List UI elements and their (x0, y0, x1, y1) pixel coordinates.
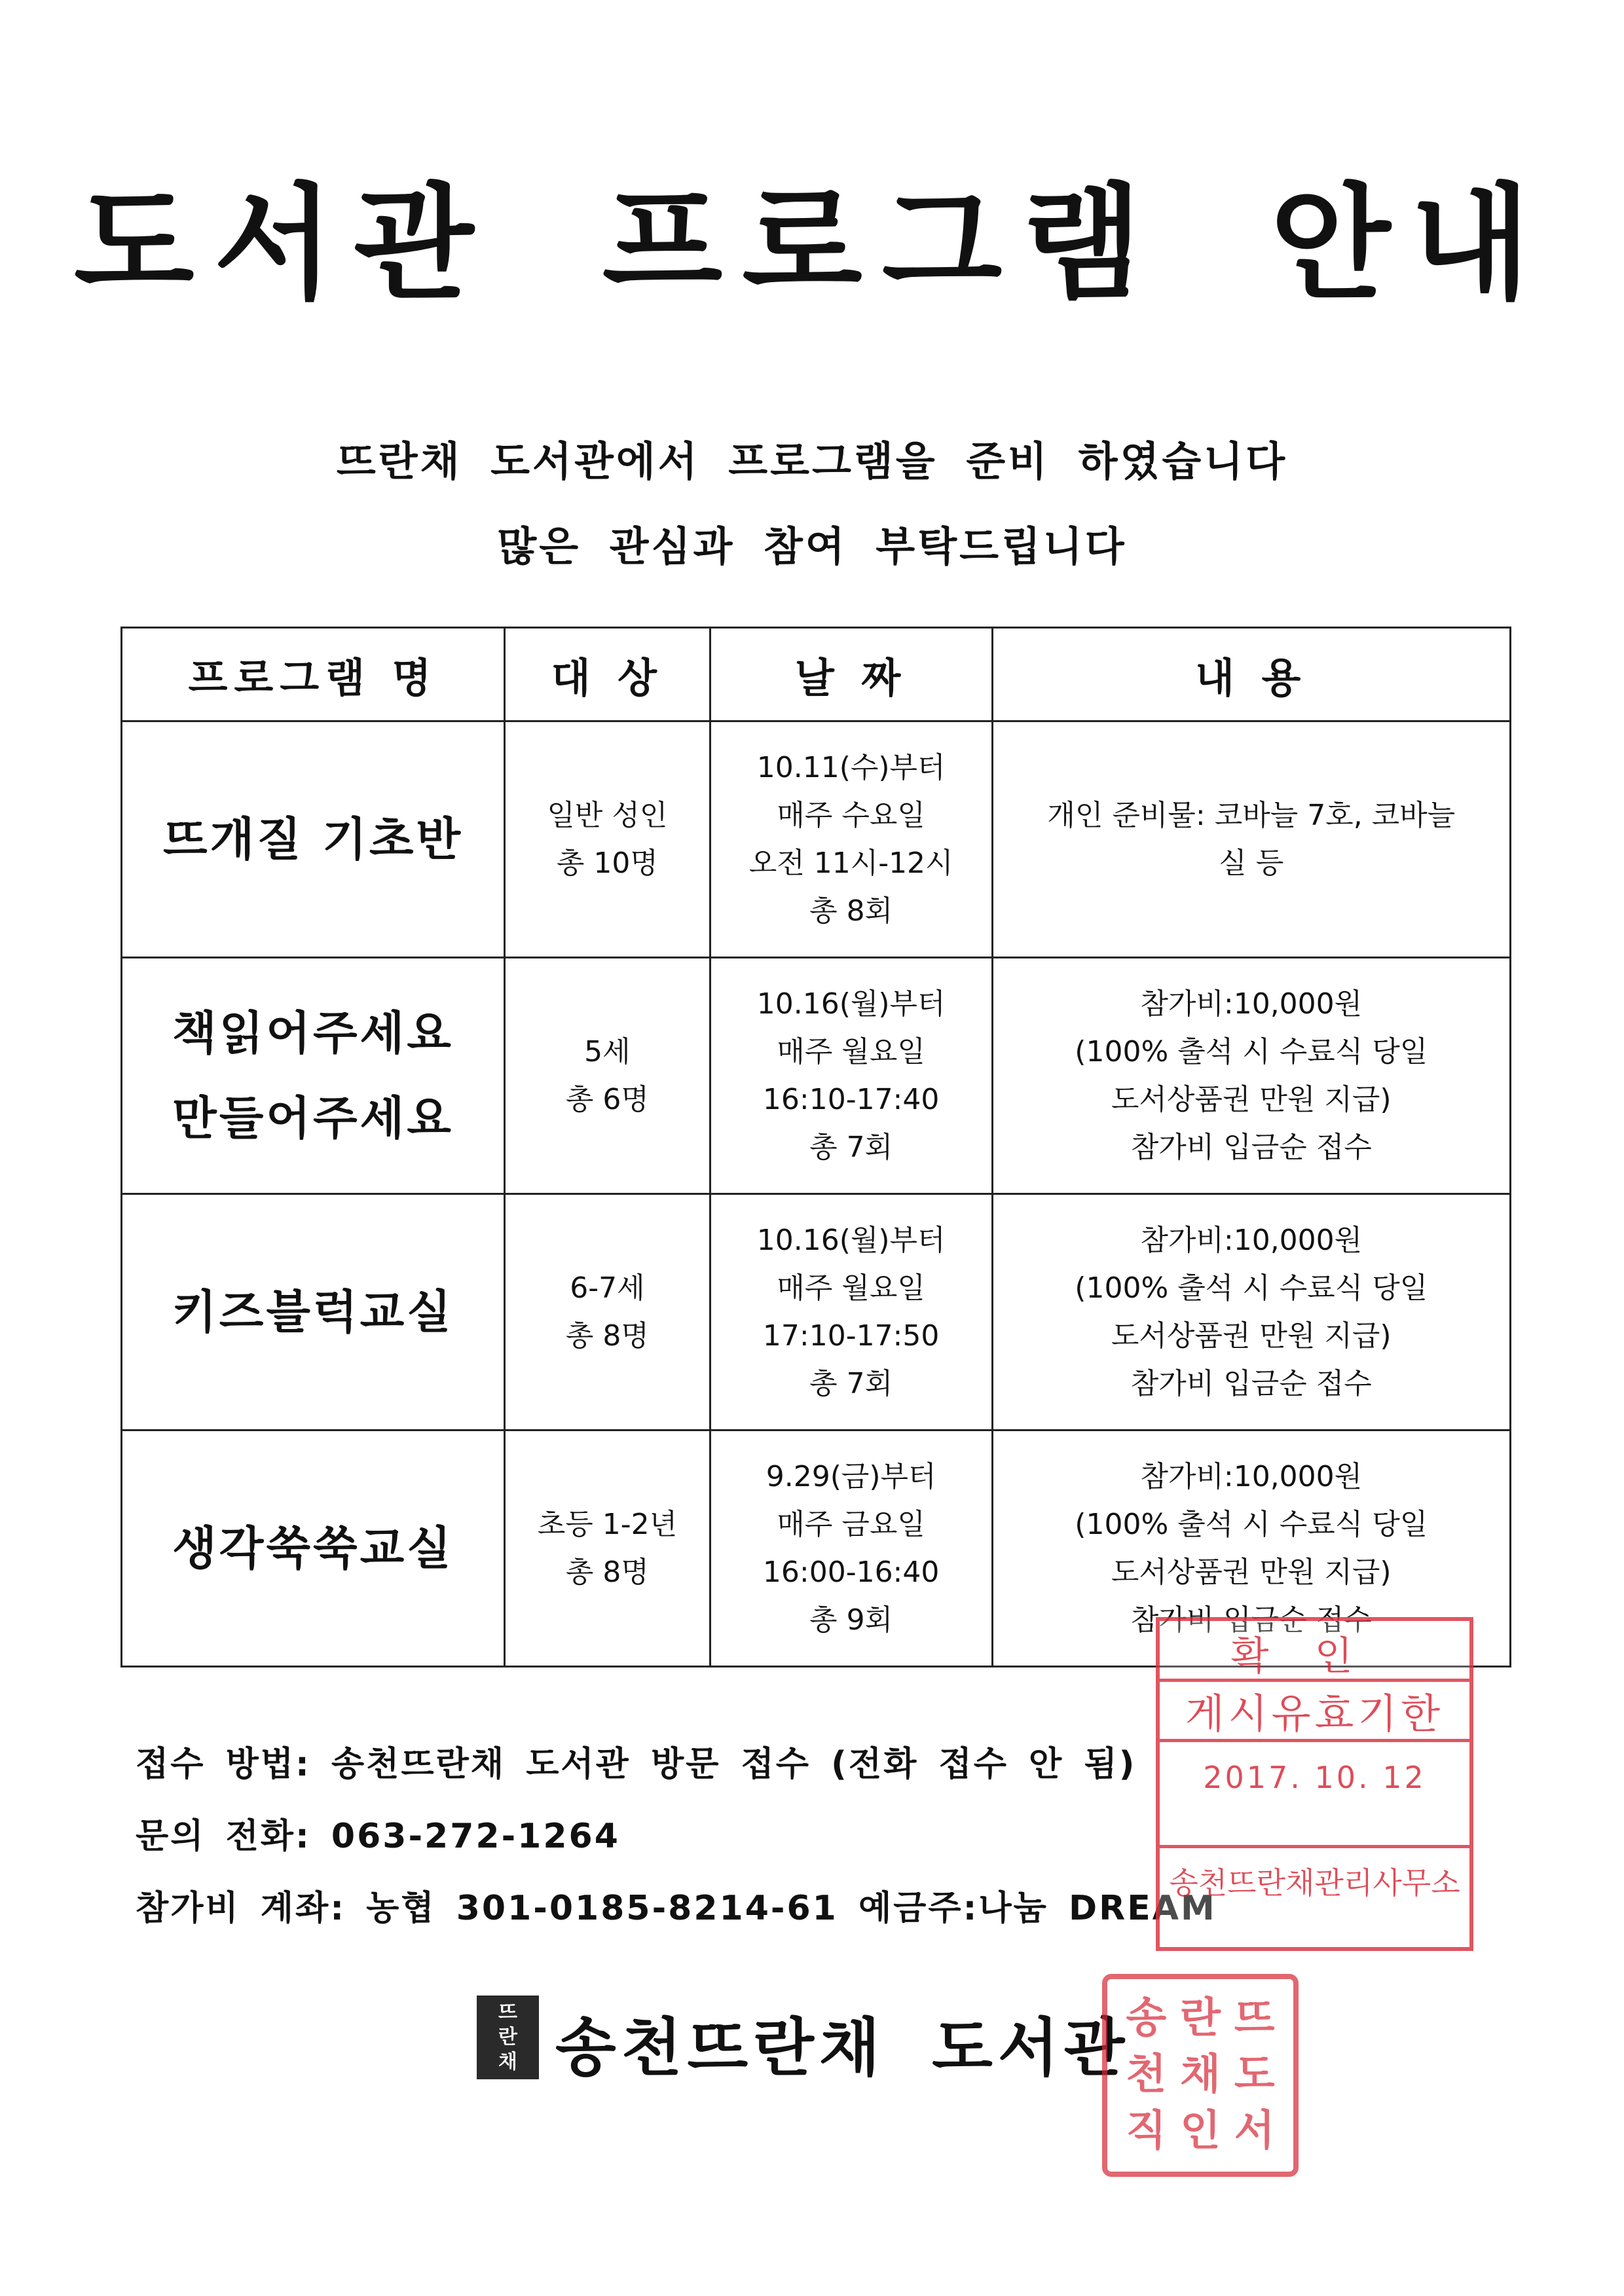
registration-method: 접수 방법: 송천뜨란채 도서관 방문 접수 (전화 접수 안 됨) (136, 1745, 1137, 1784)
program-name: 책읽어주세요 (172, 1006, 454, 1060)
date-line: 16:10-17:40 (762, 1083, 940, 1116)
program-name: 생각쑥쑥교실 (172, 1522, 454, 1575)
date-line: 매주 수요일 (777, 799, 925, 832)
content-line: (100% 출석 시 수료식 당일 (1075, 1035, 1428, 1068)
target-cell (505, 721, 710, 958)
page-title: 도서관 프로그램 안내 (73, 172, 1551, 316)
stamp-divider (1160, 1845, 1469, 1848)
header-program-name: 프로그램 명 (122, 628, 505, 721)
date-cell (710, 721, 992, 958)
seal-char: 인 (1180, 2106, 1221, 2155)
subtitle-line-1: 뜨란채 도서관에서 프로그램을 준비 하였습니다 (336, 437, 1288, 485)
table-row (122, 1194, 1511, 1430)
seal-char: 도 (1234, 2050, 1275, 2099)
date-line: 10.16(월)부터 (756, 1224, 946, 1257)
content-cell (992, 958, 1510, 1194)
program-name-cell (122, 1430, 505, 1667)
content-line: (100% 출석 시 수료식 당일 (1075, 1508, 1428, 1541)
seal-char: 뜨 (1234, 1994, 1275, 2043)
target-line: 총 8명 (565, 1319, 649, 1353)
date-line: 17:10-17:50 (762, 1319, 940, 1353)
target-line: 총 8명 (565, 1556, 649, 1589)
target-line: 6-7세 (570, 1271, 645, 1305)
content-line: 참가비 입금순 접수 (1130, 1367, 1372, 1400)
logo-mark-char: 란 (498, 2026, 517, 2049)
payment-account: 참가비 계좌: 농협 301-0185-8214-61 예금주:나눔 DREAM (136, 1889, 1217, 1928)
program-name: 뜨개질 기초반 (162, 812, 464, 866)
official-seal (1102, 1974, 1299, 2177)
content-cell (992, 721, 1510, 958)
content-line: 실 등 (1219, 847, 1284, 880)
header-content: 내 용 (992, 628, 1510, 721)
stamp-office: 송천뜨란채관리사무소 (1169, 1865, 1460, 1901)
target-line: 총 10명 (556, 847, 658, 880)
header-date: 날 짜 (710, 628, 992, 721)
date-line: 총 7회 (809, 1367, 893, 1400)
content-line: 참가비:10,000원 (1140, 987, 1363, 1021)
subtitle-line-2: 많은 관심과 참여 부탁드립니다 (497, 522, 1127, 570)
content-cell (992, 1194, 1510, 1430)
library-name: 송천뜨란채 도서관 (555, 2011, 1130, 2085)
program-name-cell (122, 958, 505, 1194)
seal-char: 직 (1126, 2106, 1167, 2155)
date-line: 매주 월요일 (777, 1271, 925, 1305)
content-line: (100% 출석 시 수료식 당일 (1075, 1271, 1428, 1305)
content-line: 개인 준비물: 코바늘 7호, 코바늘 (1047, 799, 1456, 832)
table-row (122, 721, 1511, 958)
library-logo-icon (477, 1995, 539, 2079)
date-line: 총 9회 (809, 1603, 893, 1637)
inquiry-phone: 문의 전화: 063-272-1264 (136, 1817, 620, 1856)
date-line: 매주 월요일 (777, 1035, 925, 1068)
table-row (122, 958, 1511, 1194)
program-name: 키즈블럭교실 (172, 1285, 454, 1339)
program-name: 만들어주세요 (172, 1091, 454, 1145)
date-line: 10.16(월)부터 (756, 987, 946, 1021)
target-line: 초등 1-2년 (537, 1508, 678, 1541)
content-line: 참가비:10,000원 (1140, 1224, 1363, 1257)
seal-char: 송 (1126, 1994, 1167, 2043)
date-cell (710, 958, 992, 1194)
program-name-cell (122, 1194, 505, 1430)
seal-char: 천 (1126, 2050, 1167, 2099)
seal-char: 서 (1234, 2106, 1275, 2155)
target-line: 총 6명 (565, 1083, 649, 1116)
content-line: 참가비 입금순 접수 (1130, 1131, 1372, 1164)
header-target: 대 상 (505, 628, 710, 721)
date-line: 매주 금요일 (777, 1508, 925, 1541)
content-line: 참가비 입금순 접수 (1130, 1603, 1372, 1637)
seal-char: 란 (1180, 1994, 1221, 2043)
target-cell (505, 1430, 710, 1667)
date-line: 10.11(수)부터 (756, 751, 946, 784)
program-name-cell (122, 721, 505, 958)
target-line: 일반 성인 (547, 799, 668, 832)
stamp-date: 2017. 10. 12 (1203, 1760, 1426, 1795)
date-line: 9.29(금)부터 (766, 1460, 936, 1493)
target-cell (505, 1194, 710, 1430)
content-line: 도서상품권 만원 지급) (1111, 1083, 1392, 1116)
table-header-row (122, 628, 1511, 721)
approval-stamp (1156, 1617, 1473, 1951)
program-table (120, 627, 1511, 1667)
logo-mark-char: 채 (498, 2050, 517, 2073)
date-line: 총 8회 (809, 894, 893, 928)
stamp-divider (1160, 1739, 1469, 1742)
logo-mark-char: 뜨 (498, 2001, 517, 2024)
seal-char: 채 (1180, 2050, 1221, 2099)
target-cell (505, 958, 710, 1194)
date-line: 16:00-16:40 (762, 1556, 940, 1589)
stamp-confirm-text: 확인 (1230, 1633, 1399, 1679)
content-line: 도서상품권 만원 지급) (1111, 1556, 1392, 1589)
content-line: 도서상품권 만원 지급) (1111, 1319, 1392, 1353)
date-line: 오전 11시-12시 (748, 847, 953, 880)
target-line: 5세 (584, 1035, 631, 1068)
date-cell (710, 1430, 992, 1667)
date-cell (710, 1194, 992, 1430)
content-line: 참가비:10,000원 (1140, 1460, 1363, 1493)
stamp-validity-label: 게시유효기한 (1185, 1690, 1445, 1738)
date-line: 총 7회 (809, 1131, 893, 1164)
